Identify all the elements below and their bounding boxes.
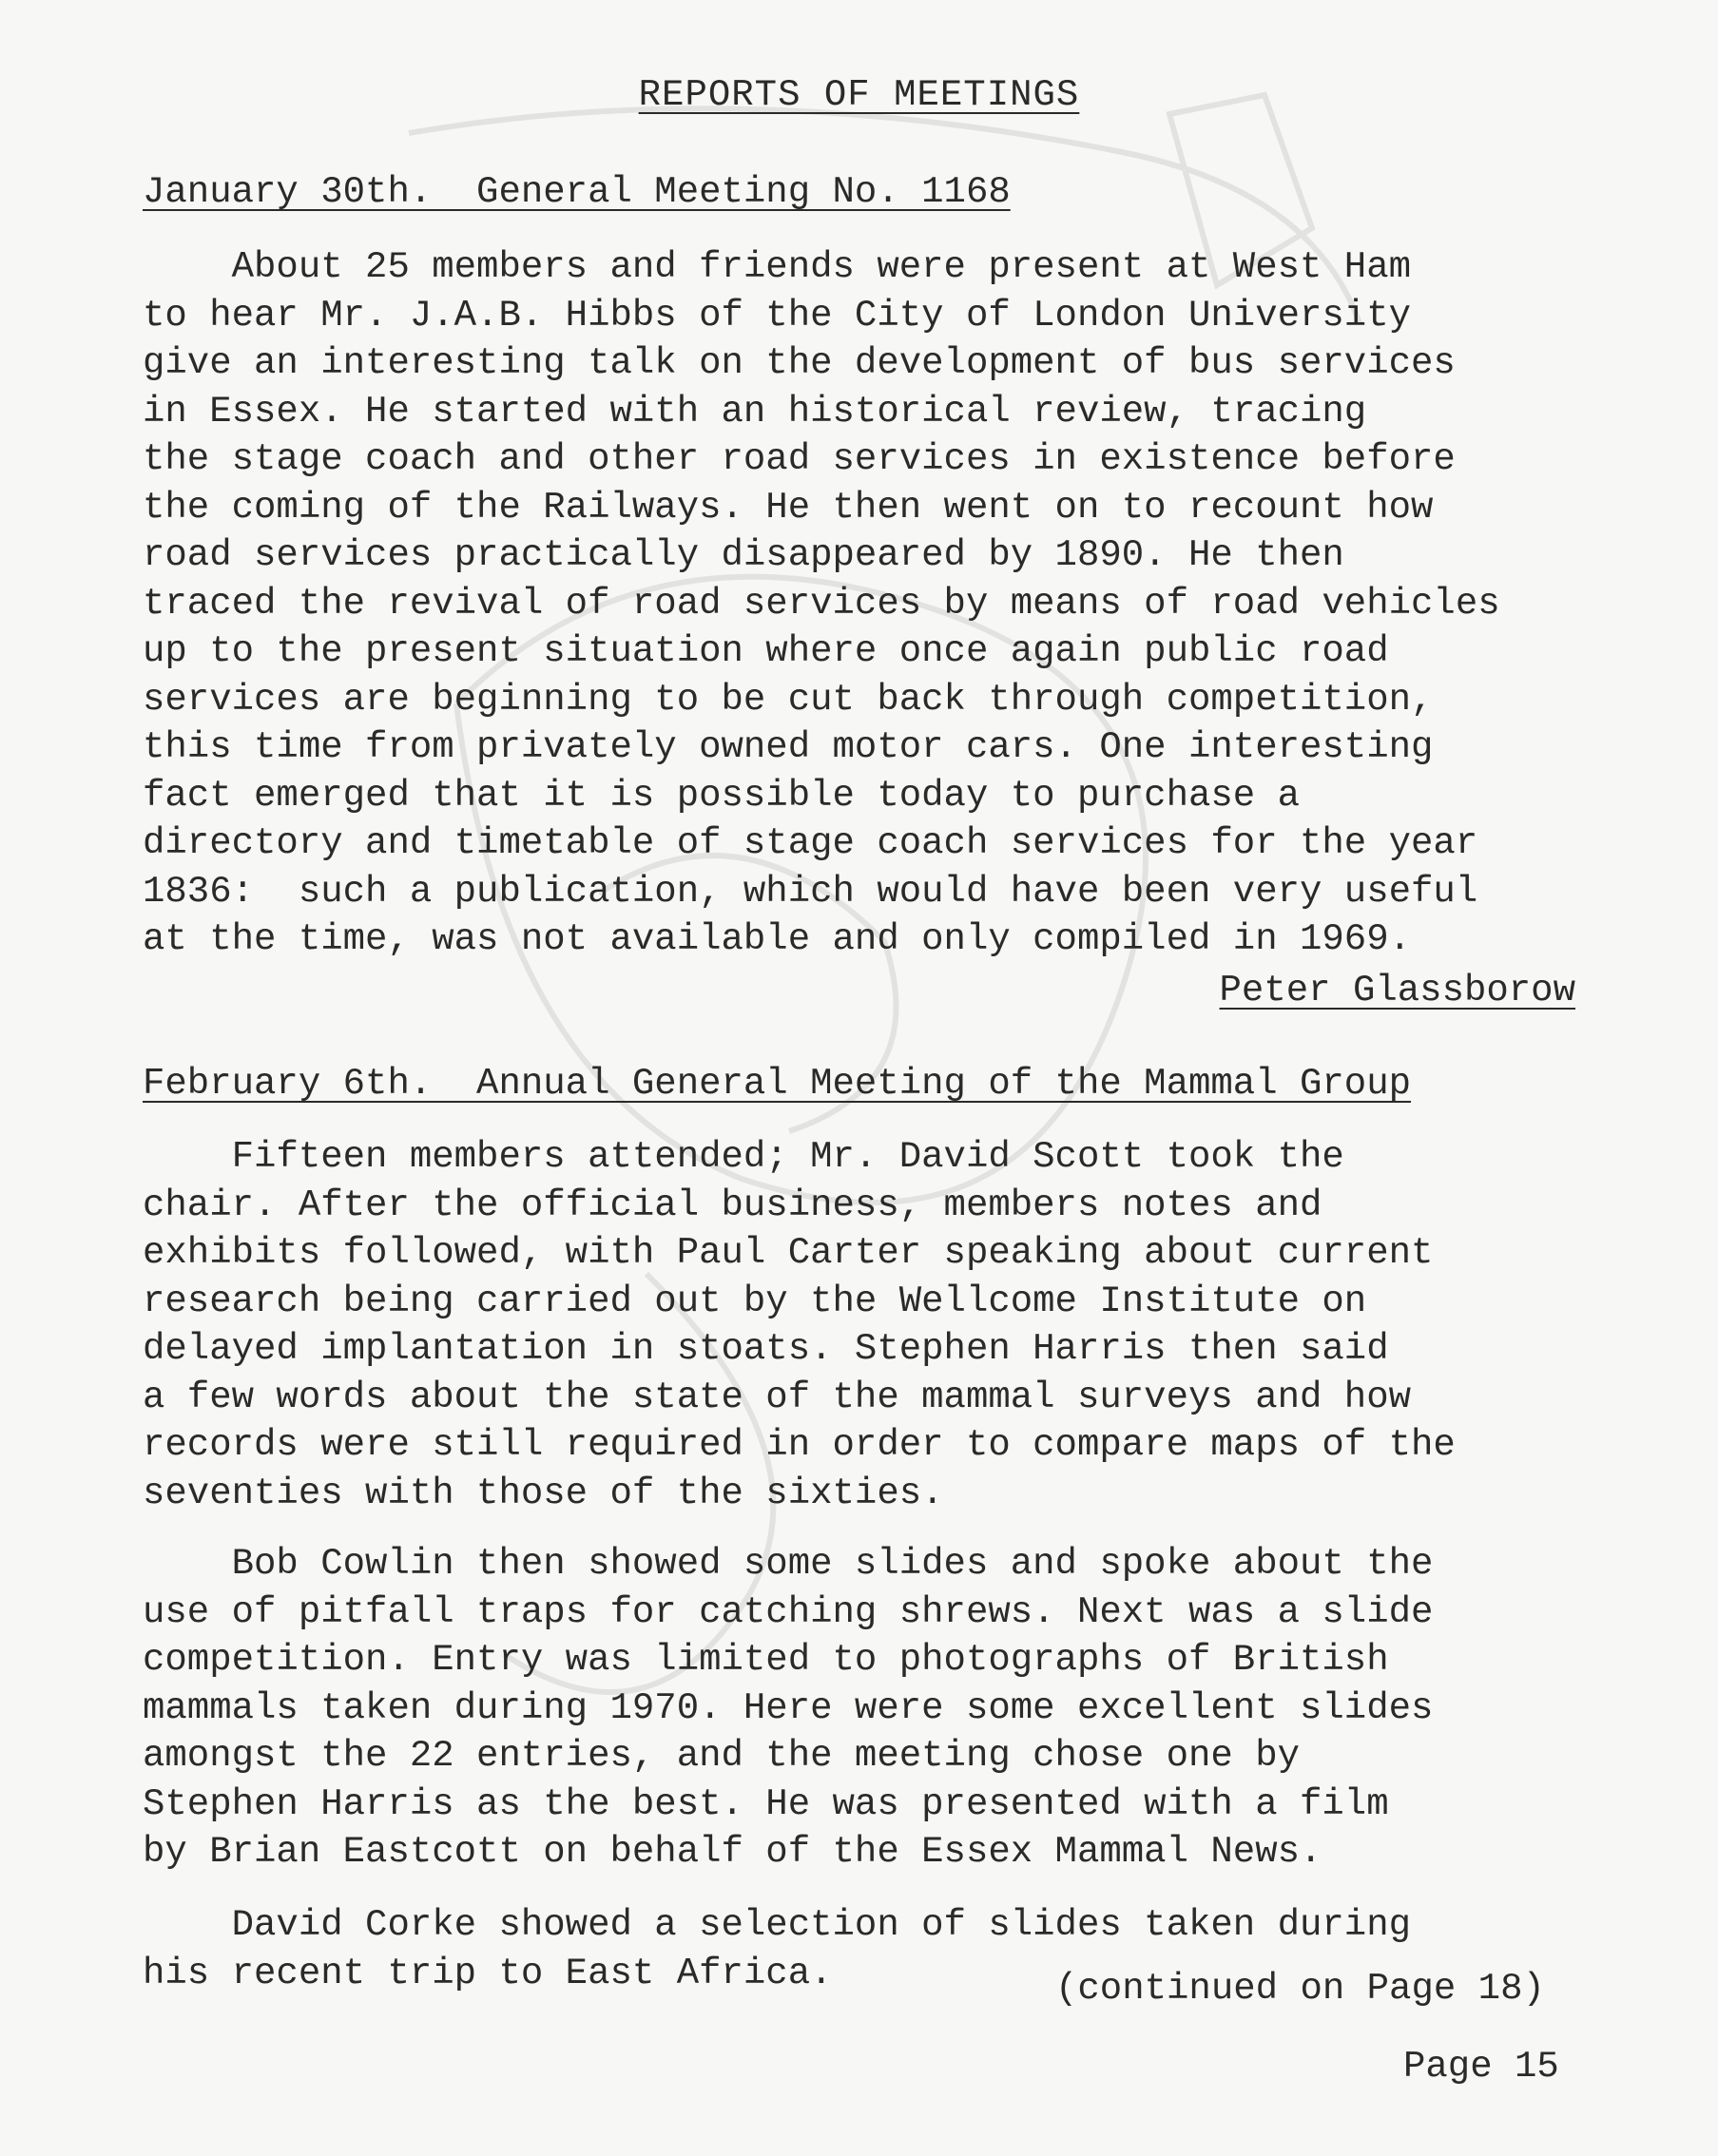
section-body-february-paragraph-1 xyxy=(143,1133,1626,1517)
text-line: chair. After the official business, members notes and xyxy=(143,1184,1322,1226)
text-line: seventies with those of the sixties. xyxy=(143,1472,944,1514)
text-line: his recent trip to East Africa. xyxy=(143,1952,833,1994)
text-line: research being carried out by the Wellcome Institute on xyxy=(143,1280,1367,1322)
text-line: records were still required in order to compare maps of the xyxy=(143,1424,1456,1466)
section-body-february-paragraph-2 xyxy=(143,1540,1626,1877)
continued-note: (continued on Page 18) xyxy=(1055,1968,1545,2010)
page-number: Page 15 xyxy=(1403,2046,1559,2088)
text-line: use of pitfall traps for catching shrews. Next was a slide xyxy=(143,1590,1434,1633)
section-heading-february: February 6th. Annual General Meeting of the Mammal Group xyxy=(143,1063,1412,1105)
text-line: the coming of the Railways. He then went on to recount how xyxy=(143,486,1434,529)
text-line: delayed implantation in stoats. Stephen Harris then said xyxy=(143,1328,1389,1370)
text-line: 1836: such a publication, which would have been very useful xyxy=(143,870,1478,913)
section-heading-january: January 30th. General Meeting No. 1168 xyxy=(143,171,1011,213)
text-line: Bob Cowlin then showed some slides and spoke about the xyxy=(143,1543,1434,1585)
text-line: traced the revival of road services by means of road vehicles xyxy=(143,582,1500,625)
section-body-january xyxy=(143,243,1626,964)
text-line: fact emerged that it is possible today to purchase a xyxy=(143,774,1300,817)
text-line: directory and timetable of stage coach services for the year xyxy=(143,822,1478,864)
text-line: this time from privately owned motor cars. One interesting xyxy=(143,726,1434,768)
text-line: About 25 members and friends were present at West Ham xyxy=(143,246,1412,288)
text-line: competition. Entry was limited to photographs of British xyxy=(143,1639,1389,1681)
text-line: Stephen Harris as the best. He was presented with a film xyxy=(143,1782,1389,1825)
text-line: by Brian Eastcott on behalf of the Essex Mammal News. xyxy=(143,1831,1322,1873)
text-line: Fifteen members attended; Mr. David Scott took the xyxy=(143,1136,1344,1178)
text-line: a few words about the state of the mammal surveys and how xyxy=(143,1376,1412,1418)
text-line: up to the present situation where once again public road xyxy=(143,630,1389,672)
text-line: David Corke showed a selection of slides taken during xyxy=(143,1904,1412,1946)
text-line: exhibits followed, with Paul Carter speaking about current xyxy=(143,1232,1434,1274)
text-line: give an interesting talk on the development of bus services xyxy=(143,342,1456,384)
text-line: in Essex. He started with an historical review, tracing xyxy=(143,390,1367,433)
text-line: services are beginning to be cut back through competition, xyxy=(143,678,1434,721)
report-signature: Peter Glassborow xyxy=(1219,970,1575,1011)
text-line: road services practically disappeared by 1890. He then xyxy=(143,534,1344,576)
page-title: REPORTS OF MEETINGS xyxy=(638,74,1080,116)
text-line: at the time, was not available and only compiled in 1969. xyxy=(143,918,1412,960)
text-line: to hear Mr. J.A.B. Hibbs of the City of London University xyxy=(143,294,1412,337)
text-line: the stage coach and other road services in existence before xyxy=(143,438,1456,480)
text-line: mammals taken during 1970. Here were some excellent slides xyxy=(143,1686,1434,1729)
text-line: amongst the 22 entries, and the meeting chose one by xyxy=(143,1735,1300,1777)
